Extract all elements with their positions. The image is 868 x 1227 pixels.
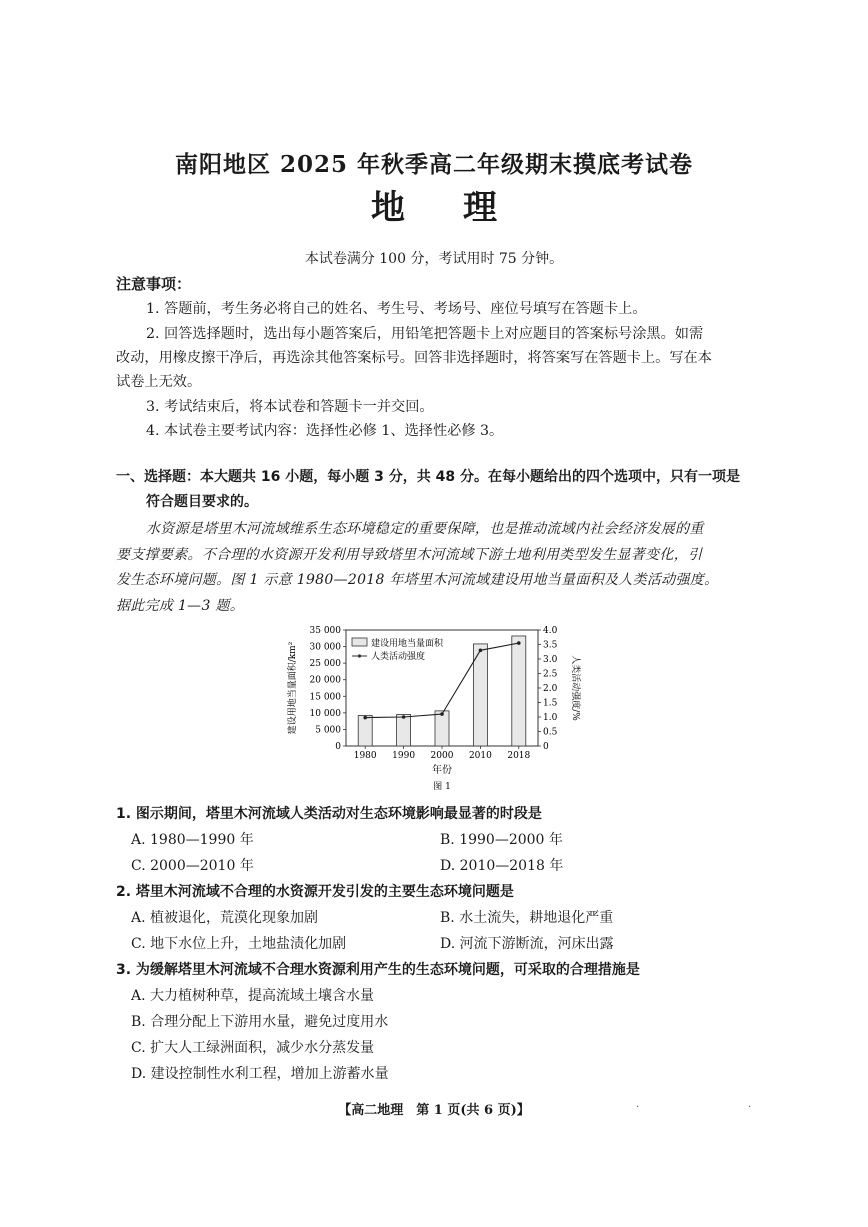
notice-item-2-end: 试卷上无效。 [116,374,202,390]
left-tick-label: 15 000 [309,692,341,703]
legend-line-label: 人类活动强度 [371,652,426,662]
legend-bar-label: 建设用地当量面积 [371,639,444,649]
subject-title: 地理 [371,188,555,228]
section-heading-cont: 符合题目要求的。 [146,494,258,510]
passage-line-2: 要支撑要素。不合理的水资源开发利用导致塔里木河流域下游土地利用类型发生显著变化，引 [116,547,703,563]
left-tick-label: 25 000 [309,659,341,670]
passage-line-4: 据此完成 1—3 题。 [116,598,245,614]
question-2-stem: 2. 塔里木河流域不合理的水资源开发引发的主要生态环境问题是 [116,884,514,900]
left-tick-label: 5 000 [315,725,341,736]
left-tick-label: 30 000 [309,642,341,653]
question-3-option-c: C. 扩大人工绿洲面积，减少水分蒸发量 [131,1040,375,1056]
corner-mark-left: · [636,1102,640,1113]
exam-title: 南阳地区 2025 年秋季高二年级期末摸底考试卷 [174,151,694,178]
right-tick-label: 0 [543,742,549,752]
x-tick-label: 1980 [353,751,377,761]
question-1-stem: 1. 图示期间，塔里木河流域人类活动对生态环境影响最显著的时段是 [116,806,542,822]
intensity-point-2000 [440,712,444,716]
right-tick-label: 4.0 [543,626,558,636]
passage-line-3: 发生态环境问题。图 1 示意 1980—2018 年塔里木河流域建设用地当量面积及人类活动强度。 [116,572,719,588]
score-note: 本试卷满分 100 分，考试用时 75 分钟。 [304,251,564,267]
right-tick-label: 2.0 [543,684,558,694]
left-tick-label: 0 [335,742,341,752]
question-3-option-b: B. 合理分配上下游用水量，避免过度用水 [131,1014,389,1030]
right-axis-ticks [538,626,558,752]
question-1-option-c: C. 2000—2010 年 [131,858,254,874]
bar-2000 [435,711,449,746]
section-heading: 一、选择题：本大题共 16 小题，每小题 3 分，共 48 分。在每小题给出的四个选项中，只有一项是 [116,469,740,485]
y-axis-right-label: 人类活动强度/% [570,655,580,721]
intensity-point-2010 [479,649,483,653]
question-2-option-d: D. 河流下游断流，河床出露 [440,936,614,952]
x-axis-label: 年份 [432,765,452,776]
question-3-stem: 3. 为缓解塔里木河流域不合理水资源利用产生的生态环境问题，可采取的合理措施是 [116,962,640,978]
left-tick-label: 20 000 [309,675,341,686]
legend-line-marker [358,654,361,657]
notice-item-1: 1. 答题前，考生务必将自己的姓名、考生号、考场号、座位号填写在答题卡上。 [146,301,647,317]
intensity-point-1990 [402,715,406,719]
bar-2018 [512,636,526,746]
figure-1-chart [280,618,600,796]
question-2-option-a: A. 植被退化，荒漠化现象加剧 [131,910,319,926]
intensity-point-1980 [363,716,367,720]
question-1-option-a: A. 1980—1990 年 [131,832,254,848]
right-tick-label: 1.0 [543,713,558,723]
bar-1990 [397,715,411,746]
legend-bar-swatch [352,638,367,646]
right-tick-label: 2.5 [543,669,558,680]
left-axis-ticks [310,626,347,752]
right-tick-label: 3.5 [543,640,558,651]
notice-item-2: 2. 回答选择题时，选出每小题答案后，用铅笔把答题卡上对应题目的答案标号涂黑。如需 [146,326,704,342]
x-tick-label: 2000 [430,751,454,761]
intensity-point-2018 [517,641,521,645]
legend [352,637,444,662]
question-2-option-b: B. 水土流失，耕地退化严重 [440,910,614,926]
page-footer: 【高二地理 第 1 页(共 6 页)】 [338,1103,530,1118]
bar-1980 [358,716,372,746]
question-1-option-b: B. 1990—2000 年 [440,832,563,848]
notice-item-3: 3. 考试结束后，将本试卷和答题卡一并交回。 [146,399,434,415]
right-tick-label: 3.0 [543,655,558,665]
left-tick-label: 35 000 [309,626,341,636]
y-axis-left-label: 建设用地当量面积/km² [288,641,298,735]
x-tick-label: 2010 [468,751,492,761]
question-2-option-c: C. 地下水位上升，土地盐渍化加剧 [131,936,347,952]
notice-heading: 注意事项： [116,275,192,293]
notice-item-2-cont: 改动，用橡皮擦干净后，再选涂其他答案标号。回答非选择题时，将答案写在答题卡上。写在本 [116,350,712,366]
right-tick-label: 1.5 [543,698,558,709]
notice-item-4: 4. 本试卷主要考试内容：选择性必修 1、选择性必修 3。 [146,423,504,439]
question-1-option-d: D. 2010—2018 年 [440,858,564,874]
question-3-option-a: A. 大力植树种草，提高流域土壤含水量 [131,988,375,1004]
x-axis-ticks [354,746,531,761]
passage-line-1: 水资源是塔里木河流域维系生态环境稳定的重要保障，也是推动流域内社会经济发展的重 [146,521,704,537]
corner-mark-right: · [748,1102,752,1113]
question-3-option-d: D. 建设控制性水利工程，增加上游蓄水量 [131,1066,389,1082]
x-tick-label: 1990 [392,751,416,761]
figure-caption: 图 1 [433,782,451,792]
right-tick-label: 0.5 [543,727,558,738]
left-tick-label: 10 000 [309,708,341,719]
x-tick-label: 2018 [507,751,531,761]
